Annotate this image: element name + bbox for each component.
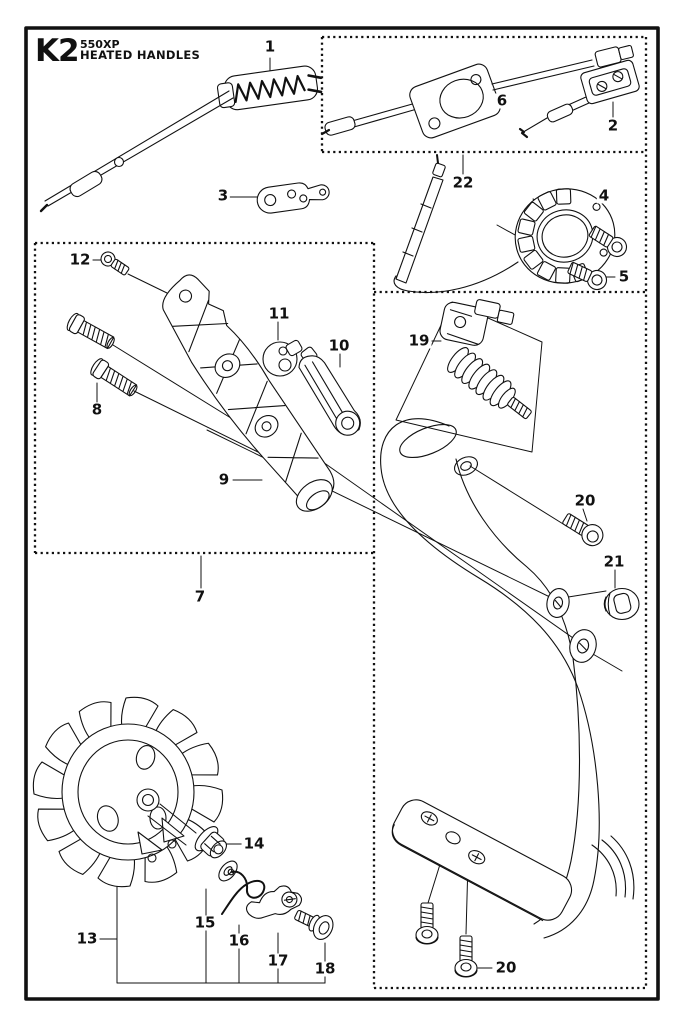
callout-12: 12 [69, 250, 91, 269]
part-2-switch [520, 59, 640, 137]
callout-17: 17 [267, 951, 289, 970]
part-19-switch-spring [438, 293, 538, 427]
part-17-pawl [244, 884, 303, 920]
callout-11: 11 [268, 304, 290, 323]
part-3-bracket [256, 179, 331, 215]
callout-10: 10 [328, 336, 350, 355]
section-title: HEATED HANDLES [80, 48, 201, 62]
part-mounting-plate [386, 794, 577, 926]
callout-18: 18 [314, 959, 336, 978]
callout-20-bottom: 20 [495, 958, 517, 977]
callout-19: 19 [408, 331, 430, 350]
part-1-cable [41, 91, 233, 211]
part-21-grommet [604, 589, 639, 620]
part-12-screw [98, 249, 131, 277]
callout-14: 14 [243, 834, 265, 853]
part-20-screws-bottom [416, 903, 477, 977]
callout-9: 9 [218, 470, 230, 489]
callout-20-right: 20 [574, 491, 596, 510]
callout-5: 5 [618, 267, 630, 286]
callout-2: 2 [607, 116, 619, 135]
part-18-screw [291, 903, 337, 943]
callout-1: 1 [264, 37, 276, 56]
callout-6: 6 [496, 91, 508, 110]
callout-8: 8 [91, 400, 103, 419]
part-8-screws [65, 312, 140, 400]
callout-15: 15 [194, 913, 216, 932]
part-11-cam [263, 339, 303, 376]
callout-22: 22 [452, 173, 474, 192]
section-code: K2 [35, 33, 79, 69]
callout-4: 4 [598, 186, 610, 205]
callout-13: 13 [76, 929, 98, 948]
callout-16: 16 [228, 931, 250, 950]
callout-21: 21 [603, 552, 625, 571]
callout-3: 3 [217, 186, 229, 205]
part-13-flywheel [31, 695, 225, 889]
model-name: 550XP [80, 38, 120, 51]
part-20-screw-right [560, 509, 607, 549]
callout-7: 7 [194, 587, 206, 606]
